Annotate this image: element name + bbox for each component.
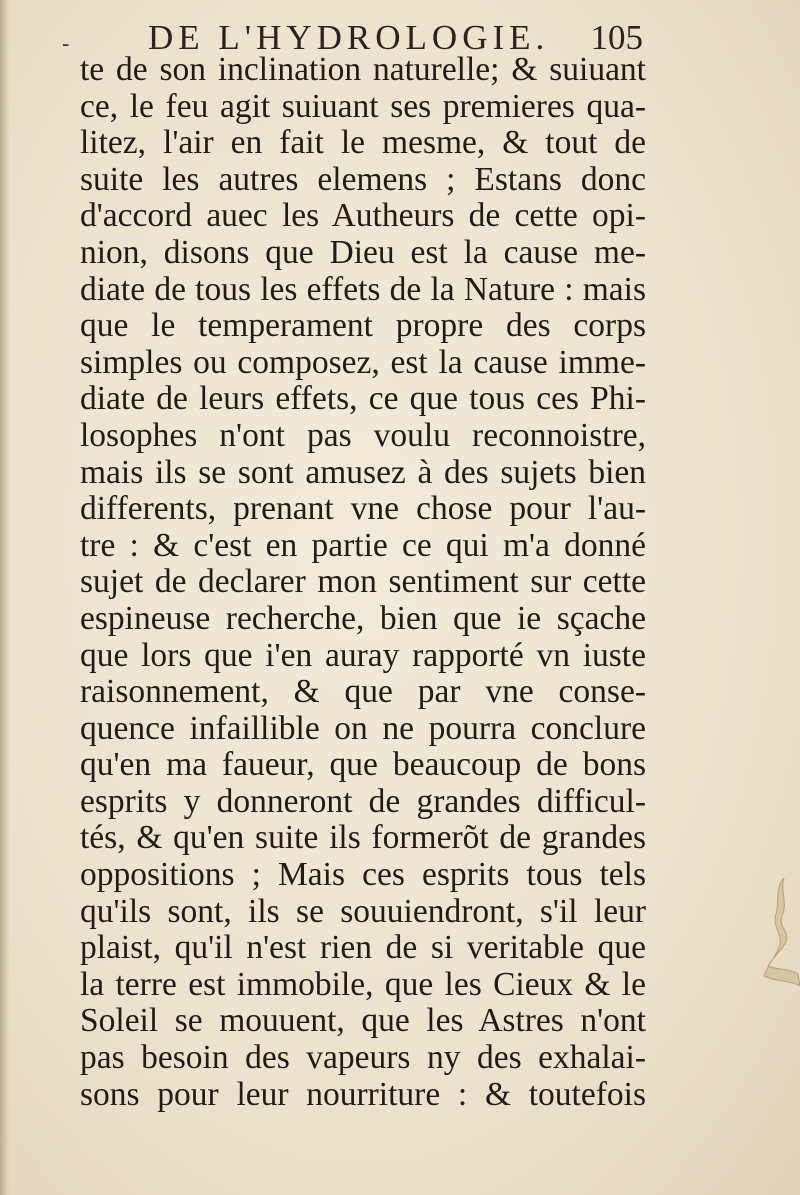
text-line: quence infaillible on ne pourra conclure bbox=[80, 709, 646, 747]
running-head-dash: - bbox=[62, 32, 70, 57]
text-line: qu'en ma faueur, que beaucoup de bons bbox=[80, 746, 646, 784]
text-line: diate de tous les effets de la Nature : mais bbox=[80, 270, 646, 308]
text-line: esprits y donneront de grandes difficul- bbox=[80, 782, 646, 820]
body-text bbox=[80, 52, 646, 1113]
text-line: differents, prenant vne chose pour l'au- bbox=[80, 490, 646, 528]
text-line: d'accord auec les Autheurs de cette opi- bbox=[80, 197, 646, 235]
text-line: oppositions ; Mais ces esprits tous tels bbox=[80, 856, 646, 894]
text-line: que lors que i'en auray rapporté vn iuste bbox=[80, 636, 646, 674]
text-line: sujet de declarer mon sentiment sur cette bbox=[80, 563, 646, 601]
text-line: litez, l'air en fait le mesme, & tout de bbox=[80, 124, 646, 162]
text-line: suite les autres elemens ; Estans donc bbox=[80, 160, 646, 198]
text-line: pas besoin des vapeurs ny des exhalai- bbox=[80, 1039, 646, 1077]
text-line: diate de leurs effets, ce que tous ces Phi- bbox=[80, 380, 646, 418]
text-line: raisonnement, & que par vne conse- bbox=[80, 673, 646, 711]
page-number: 105 bbox=[590, 18, 643, 57]
text-line: nion, disons que Dieu est la cause me- bbox=[80, 233, 646, 271]
text-line: que le temperament propre des corps bbox=[80, 307, 646, 345]
text-line: sons pour leur nourriture : & toutefois bbox=[80, 1075, 646, 1113]
text-line: ce, le feu agit suiuant ses premieres qua- bbox=[80, 87, 646, 125]
text-line: te de son inclination naturelle; & suiuant bbox=[80, 51, 646, 88]
text-line: qu'ils sont, ils se souuiendront, s'il leur bbox=[80, 892, 646, 930]
text-line: Soleil se mouuent, que les Astres n'ont bbox=[80, 1002, 646, 1040]
margin-stain bbox=[754, 870, 800, 990]
text-line: la terre est immobile, que les Cieux & le bbox=[80, 965, 646, 1003]
text-line: tés, & qu'en suite ils formerõt de grandes bbox=[80, 819, 646, 857]
text-line: plaist, qu'il n'est rien de si veritable que bbox=[80, 929, 646, 967]
text-line: espineuse recherche, bien que ie sçache bbox=[80, 599, 646, 637]
running-head-title: DE L'HYDROLOGIE. bbox=[148, 18, 550, 57]
text-line: simples ou composez, est la cause imme- bbox=[80, 343, 646, 381]
binding-edge bbox=[0, 0, 10, 1195]
text-line: tre : & c'est en partie ce qui m'a donné bbox=[80, 526, 646, 564]
text-line: losophes n'ont pas voulu reconnoistre, bbox=[80, 416, 646, 454]
text-line: mais ils se sont amusez à des sujets bien bbox=[80, 453, 646, 491]
